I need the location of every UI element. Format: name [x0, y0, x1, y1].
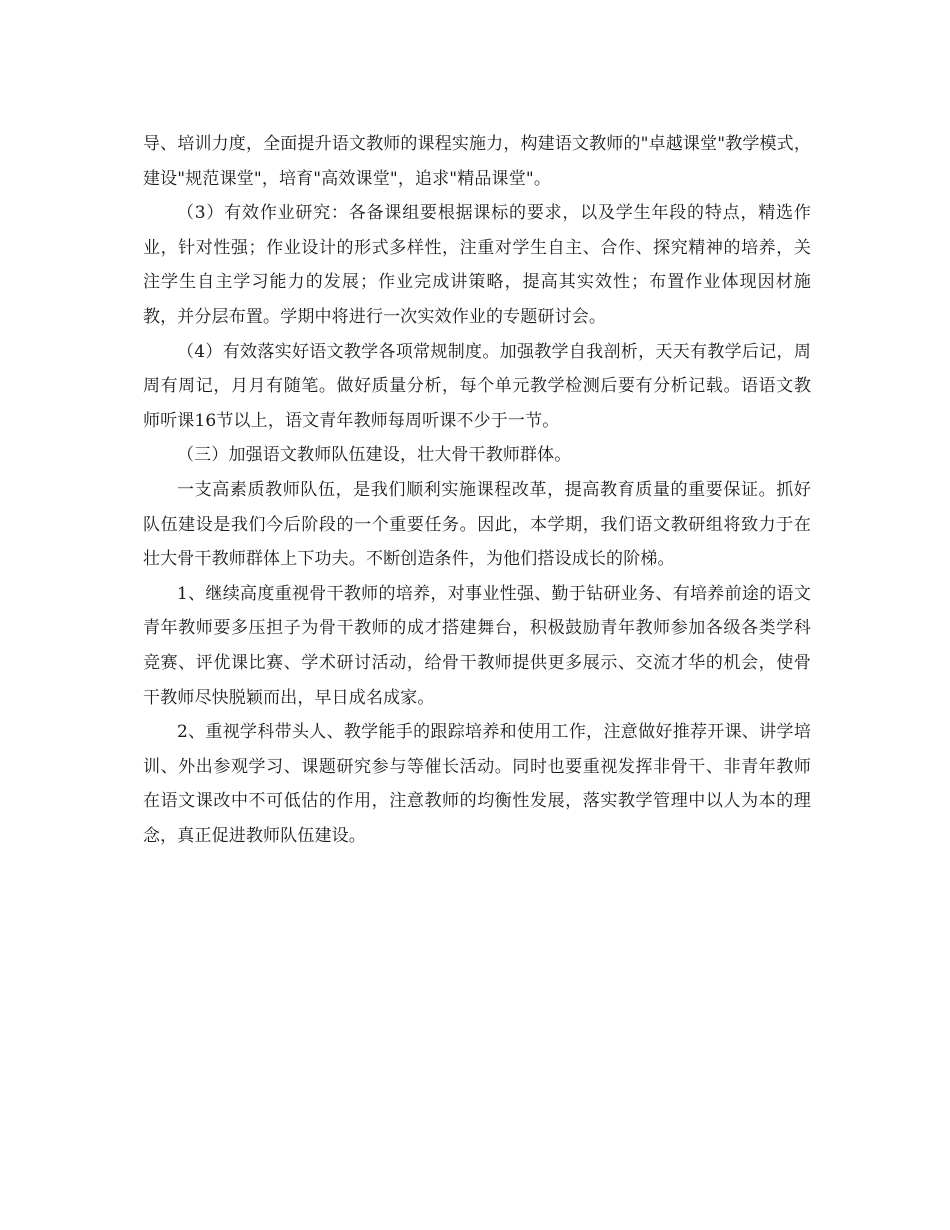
paragraph-team-quality: 一支高素质教师队伍，是我们顺利实施课程改革，提高教育质量的重要保证。抓好队伍建设是我们今后阶段的一个重要任务。因此，本学期，我们语文教研组将致力于在壮大骨干教师群体上下功夫。不断创造条件，为他们搭设成长的阶梯。 [143, 479, 811, 570]
paragraph-homework-research: （3）有效作业研究：各备课组要根据课标的要求，以及学生年段的特点，精选作业，针对性强；作业设计的形式多样性，注重对学生自主、合作、探究精神的培养，关注学生自主学习能力的发展；作业完成讲策略，提高其实效性；布置作业体现因材施教，并分层布置。学期中将进行一次实效作业的专题研讨会。 [143, 203, 811, 327]
section-heading-teacher-team: （三）加强语文教师队伍建设，壮大骨干教师群体。 [177, 445, 572, 466]
paragraph-routine-system: （4）有效落实好语文教学各项常规制度。加强教学自我剖析，天天有教学后记，周周有周记，月月有随笔。做好质量分析，每个单元教学检测后要有分析记载。语语文教师听课16节以上，语文青年教师每周听课不少于一节。 [143, 341, 811, 431]
document-body [143, 127, 811, 853]
paragraph-backbone-training: 1、继续高度重视骨干教师的培养，对事业性强、勤于钻研业务、有培养前途的语文青年教师要多压担子为骨干教师的成才搭建舞台，积极鼓励青年教师参加各级各类学科竞赛、评优课比赛、学术研讨活动，给骨干教师提供更多展示、交流才华的机会，使骨干教师尽快脱颖而出，早日成名成家。 [143, 583, 811, 708]
paragraph-continuation: 导、培训力度，全面提升语文教师的课程实施力，构建语文教师的"卓越课堂"教学模式，建设"规范课堂"，培育"高效课堂"，追求"精品课堂"。 [143, 134, 811, 189]
paragraph-leader-cultivation: 2、重视学科带头人、教学能手的跟踪培养和使用工作，注意做好推荐开课、讲学培训、外出参观学习、课题研究参与等催长活动。同时也要重视发挥非骨干、非青年教师在语文课改中不可低估的作用，注意教师的均衡性发展，落实教学管理中以人为本的理念，真正促进教师队伍建设。 [143, 722, 811, 846]
